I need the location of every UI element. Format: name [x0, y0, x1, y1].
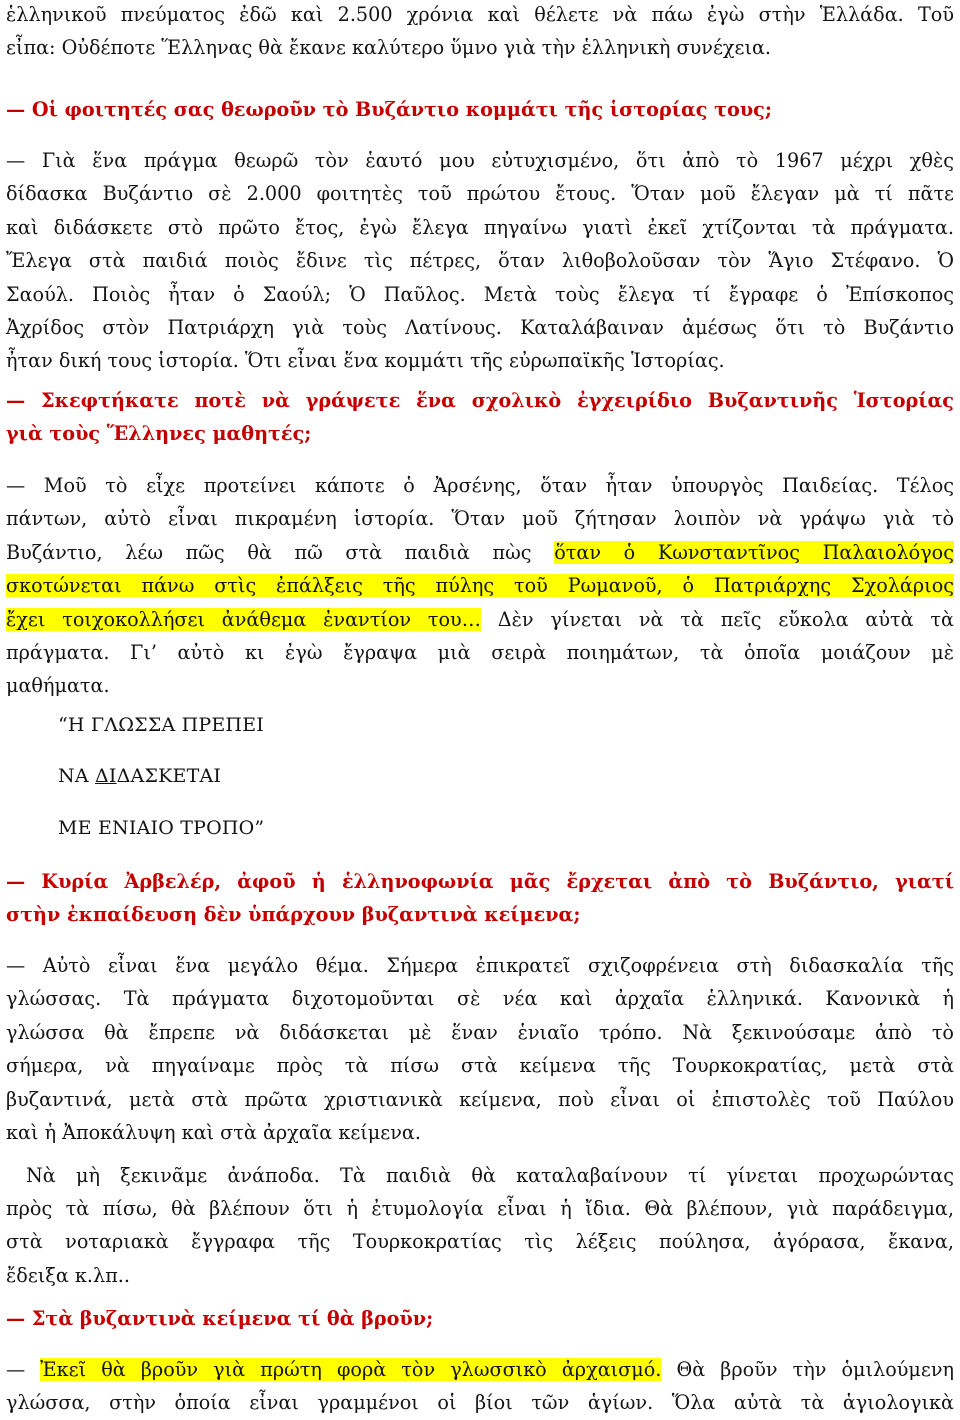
text-line	[6, 569, 954, 602]
highlighted-text: Ἐκεῖ θὰ βροῦν γιὰ πρώτη φορὰ τὸν γλωσσικὸ ἀρχαισμό.	[40, 1358, 662, 1381]
text-line: πρὸς τὰ πίσω, θὰ βλέπουν ὅτι ἡ ἐτυμολογία εἶναι ἡ ἴδια. Θὰ βλέπουν, γιὰ παράδειγμα,	[6, 1197, 954, 1220]
text-line: σήμερα, νὰ πηγαίναμε πρὸς τὰ πίσω στὰ κείμενα τῆς Τουρκοκρατίας, μετὰ στὰ	[6, 1054, 954, 1078]
text-line: Ἀχρίδος στὸν Πατριάρχη γιὰ τοὺς Λατίνους. Καταλάβαιναν ἀμέσως ὅτι τὸ Βυζάντιο	[6, 316, 954, 340]
question-2	[6, 384, 954, 451]
text-span: Δὲν γίνεται νὰ τὰ πεῖς εὔκολα αὐτὰ τὰ	[480, 607, 954, 631]
answer-5	[6, 1353, 954, 1420]
answer-1	[6, 144, 954, 378]
text-line: βυζαντινά, μετὰ στὰ πρῶτα χριστιανικὰ κείμενα, ποὺ εἶναι οἱ ἐπιστολὲς τοῦ Παύλου	[6, 1087, 954, 1111]
text-line: καὶ διδάσκετε στὸ πρῶτο ἔτος, ἐγὼ ἔλεγα πηγαίνω γιατὶ ἐκεῖ χτίζονται τὰ πράγματα.	[6, 215, 954, 239]
answer-4-cont	[6, 1192, 954, 1292]
text-line: στὰ νοταριακὰ ἔγγραφα τῆς Τουρκοκρατίας τὶς λέξεις πούλησα, ἀγόρασα, ἔκανα,	[6, 1230, 954, 1254]
quote-span: ΝΑ	[58, 765, 95, 787]
text-line: γλώσσα θὰ ἔπρεπε νὰ διδάσκεται μὲ ἕναν ἑνιαῖο τρόπο. Νὰ ξεκινούσαμε ἀπὸ τὸ	[6, 1020, 954, 1044]
answer-3	[6, 949, 954, 1149]
text-line: — Αὐτὸ εἶναι ἕνα μεγάλο θέμα. Σήμερα ἐπικρατεῖ σχιζοφρένεια στὴ διδασκαλία τῆς	[6, 954, 954, 977]
text-line: πάντων, αὐτὸ εἶναι πικραμένη ἱστορία. Ὅταν μοῦ ζήτησαν λοιπὸν νὰ γράψω γιὰ τὸ	[6, 507, 954, 531]
quote-line-3: ΜΕ ΕΝΙΑΙΟ ΤΡΟΠΟ”	[58, 817, 265, 839]
answer-2	[6, 469, 954, 703]
text-line: δίδασκα Βυζάντιο σὲ 2.000 φοιτητὲς τοῦ πρώτου ἔτους. Ὅταν μοῦ ἔλεγαν μὰ τί πᾶτε	[6, 182, 954, 206]
quote-line-1: “Η ΓΛΩΣΣΑ ΠΡΕΠΕΙ	[58, 714, 264, 736]
question-line: — Οἱ φοιτητές σας θεωροῦν τὸ Βυζάντιο κομμάτι τῆς ἱστορίας τους;	[6, 98, 772, 121]
text-line: ἦταν δική τους ἱστορία. Ὅτι εἶναι ἕνα κομμάτι τῆς εὐρωπαϊκῆς Ἱστορίας.	[6, 349, 725, 373]
text-line: — Μοῦ τὸ εἶχε προτείνει κάποτε ὁ Ἀρσένης, ὅταν ἦταν ὑπουργὸς Παιδείας. Τέλος	[6, 474, 954, 497]
answer-4	[26, 1159, 954, 1192]
quote-line-2	[58, 765, 221, 787]
highlighted-text: ὅταν ὁ Κωνσταντῖνος Παλαιολόγος	[554, 540, 954, 564]
text-line: ἔδειξα κ.λπ..	[6, 1263, 130, 1287]
question-1	[6, 93, 954, 126]
text-line: γλώσσας. Τὰ πράγματα διχοτομοῦνται σὲ νέα καὶ ἀρχαῖα ἑλληνικά. Κανονικὰ ἡ	[6, 987, 954, 1011]
question-line: — Σκεφτήκατε ποτὲ νὰ γράψετε ἕνα σχολικὸ ἐγχειρίδιο Βυζαντινῆς Ἱστορίας	[6, 389, 954, 412]
text-line: Σαούλ. Ποιὸς ἦταν ὁ Σαούλ; Ὁ Παῦλος. Μετὰ τοὺς ἔλεγα τί ἔγραφε ὁ Ἐπίσκοπος	[6, 282, 954, 306]
text-line	[6, 603, 954, 636]
text-line: εἶπα: Οὐδέποτε Ἕλληνας θὰ ἔκανε καλύτερο ὕμνο γιὰ τὴν ἑλληνικὴ συνέχεια.	[6, 36, 772, 60]
text-line	[6, 1353, 954, 1386]
text-span: Θὰ βροῦν τὴν ὁμιλούμενη	[661, 1358, 954, 1381]
text-line	[6, 536, 954, 569]
text-line: — Γιὰ ἕνα πράγμα θεωρῶ τὸν ἑαυτό μου εὐτυχισμένο, ὅτι ἀπὸ τὸ 1967 μέχρι χθὲς	[6, 149, 954, 172]
question-3	[6, 865, 954, 932]
text-line: ἑλληνικοῦ πνεύματος ἐδῶ καὶ 2.500 χρόνια καὶ θέλετε νὰ πάω ἐγὼ στὴν Ἑλλάδα. Τοῦ	[6, 3, 954, 26]
underlined-text: ΔΙ	[95, 765, 117, 787]
text-span: Βυζάντιο, λέω πῶς θὰ πῶ στὰ παιδιὰ πὼς	[6, 540, 555, 564]
highlighted-text: σκοτώνεται πάνω στὶς ἐπάλξεις τῆς πύλης τοῦ Ρωμανοῦ, ὁ Πατριάρχης Σχολάριος	[6, 574, 954, 598]
text-line: πράγματα. Γι’ αὐτὸ κι ἐγὼ ἔγραψα μιὰ σειρὰ ποιημάτων, τὰ ὁποῖα μοιάζουν μὲ	[6, 641, 954, 665]
paragraph-top	[6, 0, 954, 65]
question-line: — Στὰ βυζαντινὰ κείμενα τί θὰ βροῦν;	[6, 1307, 434, 1330]
text-line: Ἔλεγα στὰ παιδιά ποιὸς ἔδινε τὶς πέτρες, ὅταν λιθοβολοῦσαν τὸν Ἅγιο Στέφανο. Ὁ	[6, 249, 954, 273]
question-line: στὴν ἐκπαίδευση δὲν ὑπάρχουν βυζαντινὰ κείμενα;	[6, 903, 581, 927]
text-span: —	[6, 1358, 41, 1381]
text-line: γλώσσα, στὴν ὁποία εἶναι γραμμένοι οἱ βίοι τῶν ἁγίων. Ὅλα αὐτὰ τὰ ἁγιολογικὰ	[6, 1391, 954, 1415]
highlighted-text: ἔχει τοιχοκολλήσει ἀνάθεμα ἐναντίον του…	[6, 607, 481, 631]
text-line: Νὰ μὴ ξεκινᾶμε ἀνάποδα. Τὰ παιδιὰ θὰ καταλαβαίνουν τί γίνεται προχωρώντας	[26, 1164, 954, 1187]
text-line: μαθήματα.	[6, 674, 110, 698]
question-4	[6, 1302, 954, 1335]
question-line: — Κυρία Ἀρβελέρ, ἀφοῦ ἡ ἑλληνοφωνία μᾶς ἔρχεται ἀπὸ τὸ Βυζάντιο, γιατί	[6, 870, 954, 893]
text-line: καὶ ἡ Ἀποκάλυψη καὶ στὰ ἀρχαῖα κείμενα.	[6, 1121, 421, 1145]
quote-span: ΔΑΣΚΕΤΑΙ	[116, 765, 222, 787]
question-line: γιὰ τοὺς Ἕλληνες μαθητές;	[6, 422, 312, 446]
